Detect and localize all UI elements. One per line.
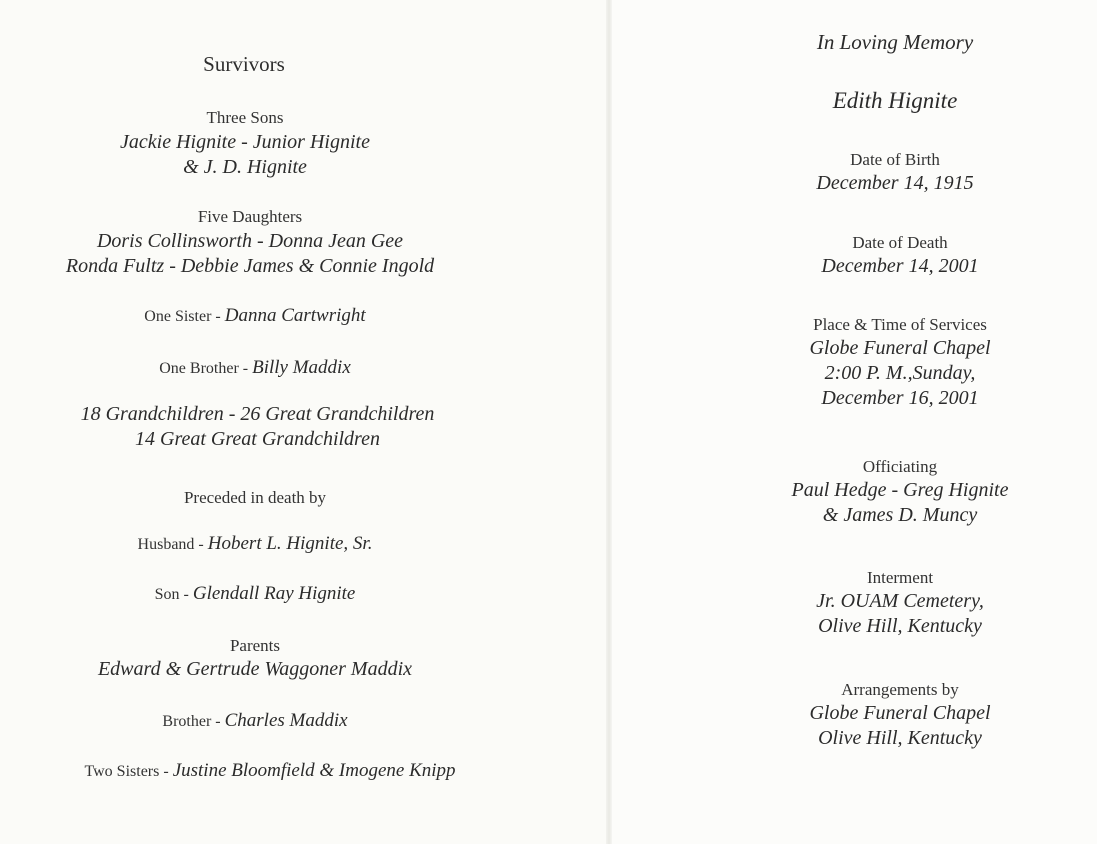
sons-names-line1: Jackie Hignite - Junior Hignite	[120, 131, 370, 153]
survivors-title-text: Survivors	[203, 52, 285, 76]
birth-section	[745, 150, 1045, 195]
services-time: 2:00 P. M.,Sunday,	[824, 362, 976, 384]
husband-name: Hobert L. Hignite, Sr.	[207, 533, 373, 554]
brother2-name: Charles Maddix	[224, 710, 348, 731]
officiating-label: Officiating	[862, 457, 938, 476]
brother2-label: Brother -	[162, 713, 225, 730]
officiating-line1: Paul Hedge - Greg Hignite	[791, 479, 1009, 501]
sisters2-line	[30, 760, 510, 782]
services-place: Globe Funeral Chapel	[809, 337, 991, 359]
husband-label: Husband -	[137, 536, 208, 553]
arrangements-label: Arrangements by	[841, 680, 959, 699]
interment-line2: Olive Hill, Kentucky	[818, 615, 982, 637]
daughters-names-line2: Ronda Fultz - Debbie James & Connie Ingold	[65, 255, 435, 277]
parents-heading: Parents	[229, 636, 281, 655]
grandchildren-section	[30, 403, 485, 451]
grandchildren-line1: 18 Grandchildren - 26 Great Grandchildren	[80, 403, 435, 425]
memory-text: In Loving Memory	[816, 30, 974, 54]
sister-line	[60, 305, 450, 327]
arrangements-section	[745, 680, 1055, 750]
deceased-name-text: Edith Hignite	[832, 88, 958, 113]
brother-line	[60, 357, 450, 379]
officiating-section	[745, 457, 1055, 527]
interment-label: Interment	[866, 568, 934, 587]
interment-line1: Jr. OUAM Cemetery,	[816, 590, 984, 612]
daughters-section	[30, 207, 470, 278]
sons-section	[45, 108, 445, 179]
arrangements-line2: Olive Hill, Kentucky	[818, 727, 982, 749]
survivors-title	[144, 52, 344, 77]
parents-names: Edward & Gertrude Waggoner Maddix	[97, 658, 413, 680]
parents-section	[45, 636, 465, 681]
preceded-heading	[60, 488, 450, 508]
sisters2-label: Two Sisters -	[84, 763, 173, 780]
son-line	[60, 583, 450, 605]
death-section	[745, 233, 1055, 278]
services-label: Place & Time of Services	[813, 315, 987, 334]
memory-heading	[745, 30, 1045, 55]
death-date: December 14, 2001	[821, 255, 979, 277]
interment-section	[745, 568, 1055, 638]
deceased-name	[745, 88, 1045, 114]
services-date: December 16, 2001	[821, 387, 979, 409]
sister-label: One Sister -	[144, 308, 225, 325]
daughters-heading: Five Daughters	[197, 207, 303, 226]
officiating-line2: & James D. Muncy	[822, 504, 978, 526]
grandchildren-line2: 14 Great Great Grandchildren	[135, 428, 380, 450]
sons-heading: Three Sons	[206, 108, 284, 127]
brother-label: One Brother -	[159, 360, 253, 377]
daughters-names-line1: Doris Collinsworth - Donna Jean Gee	[96, 230, 404, 252]
sisters2-names: Justine Bloomfield & Imogene Knipp	[172, 760, 456, 781]
birth-date: December 14, 1915	[816, 172, 974, 194]
husband-line	[60, 533, 450, 555]
brother2-line	[60, 710, 450, 732]
services-section	[745, 315, 1055, 410]
sons-names-line2: & J. D. Hignite	[183, 156, 307, 178]
brother-name: Billy Maddix	[252, 357, 351, 378]
death-label: Date of Death	[852, 233, 948, 252]
sister-name: Danna Cartwright	[224, 305, 366, 326]
birth-label: Date of Birth	[850, 150, 940, 169]
son-name: Glendall Ray Hignite	[192, 583, 356, 604]
preceded-text: Preceded in death by	[183, 488, 327, 507]
son-label: Son -	[154, 586, 193, 603]
arrangements-line1: Globe Funeral Chapel	[809, 702, 991, 724]
